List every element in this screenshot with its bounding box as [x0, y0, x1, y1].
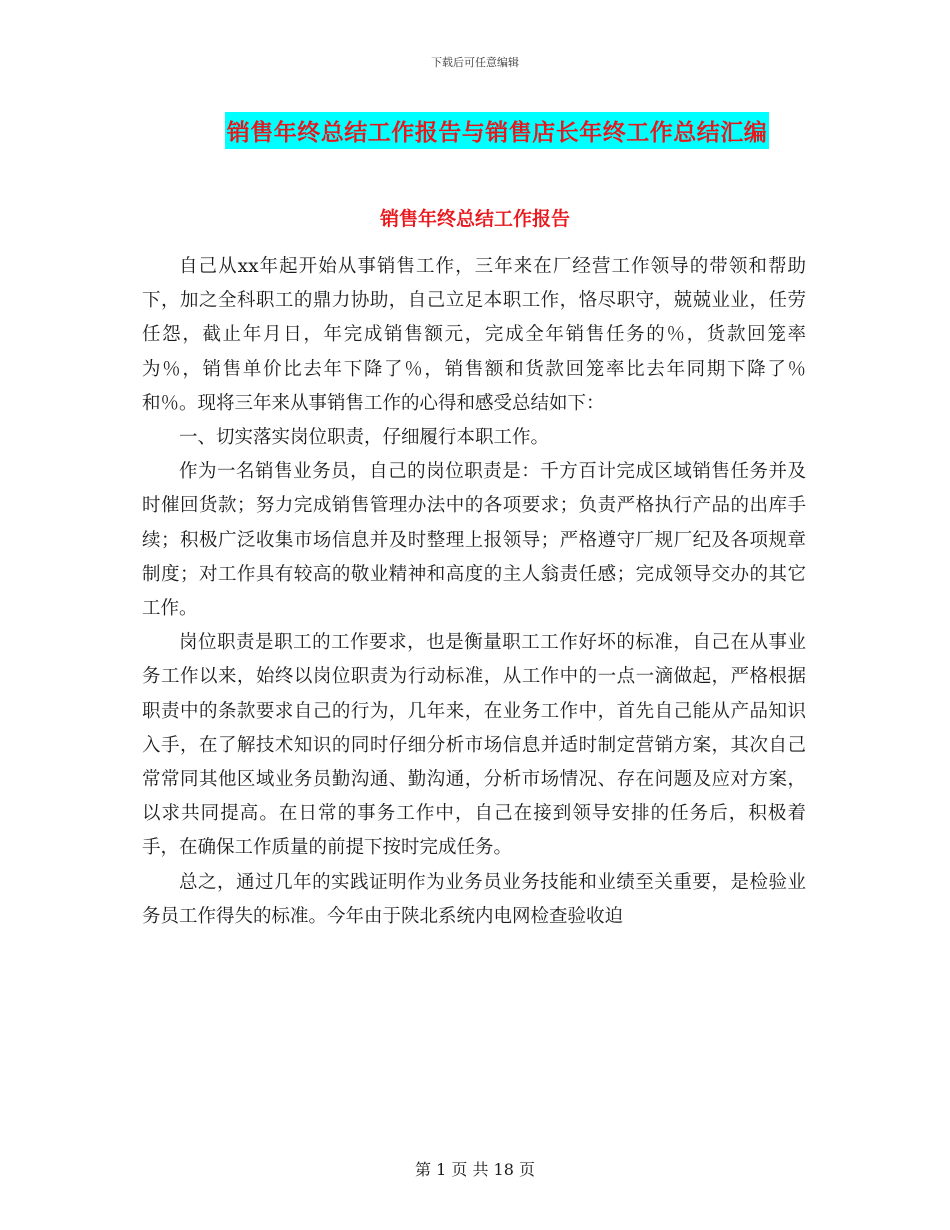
page-number-footer: 第 1 页 共 18 页	[415, 1160, 535, 1179]
page-header-note: 下载后可任意编辑	[431, 56, 519, 69]
paragraph: 岗位职责是职工的工作要求，也是衡量职工工作好坏的标准，自己在从事业务工作以来，始终以岗位职责为行动标准，从工作中的一点一滴做起，严格根据职责中的条款要求自己的行为，几年来，在业务工作中，首先自己能从产品知识入手，在了解技术知识的同时仔细分析市场信息并适时制定营销方案，其次自己常常同其他区域业务员勤沟通、勤沟通，分析市场情况、存在问题及应对方案，以求共同提高。在日常的事务工作中，自己在接到领导安排的任务后，积极着手，在确保工作质量的前提下按时完成任务。	[142, 632, 806, 859]
paragraph: 自己从xx年起开始从事销售工作，三年来在厂经营工作领导的带领和帮助下，加之全科职工的鼎力协助，自己立足本职工作，恪尽职守，兢兢业业，任劳任怨，截止年月日，年完成销售额元，完成全年销售任务的％，货款回笼率为％，销售单价比去年下降了％，销售额和货款回笼率比去年同期下降了％和％。现将三年来从事销售工作的心得和感受总结如下：	[142, 256, 806, 414]
section-title: 销售年终总结工作报告	[379, 208, 570, 230]
document-title-wrapper	[0, 112, 950, 149]
document-body	[142, 250, 806, 934]
document-title: 销售年终总结工作报告与销售店长年终工作总结汇编	[225, 112, 770, 149]
paragraph: 一、切实落实岗位职责，仔细履行本职工作。	[179, 427, 550, 449]
paragraph: 作为一名销售业务员，自己的岗位职责是：千方百计完成区域销售任务并及时催回货款；努力完成销售管理办法中的各项要求；负责严格执行产品的出库手续；积极广泛收集市场信息并及时整理上报领导；严格遵守厂规厂纪及各项规章制度；对工作具有较高的敬业精神和高度的主人翁责任感；完成领导交办的其它工作。	[142, 461, 806, 620]
paragraph: 总之，通过几年的实践证明作为业务员业务技能和业绩至关重要，是检验业务员工作得失的标准。今年由于陕北系统内电网检查验收迫	[142, 871, 806, 927]
